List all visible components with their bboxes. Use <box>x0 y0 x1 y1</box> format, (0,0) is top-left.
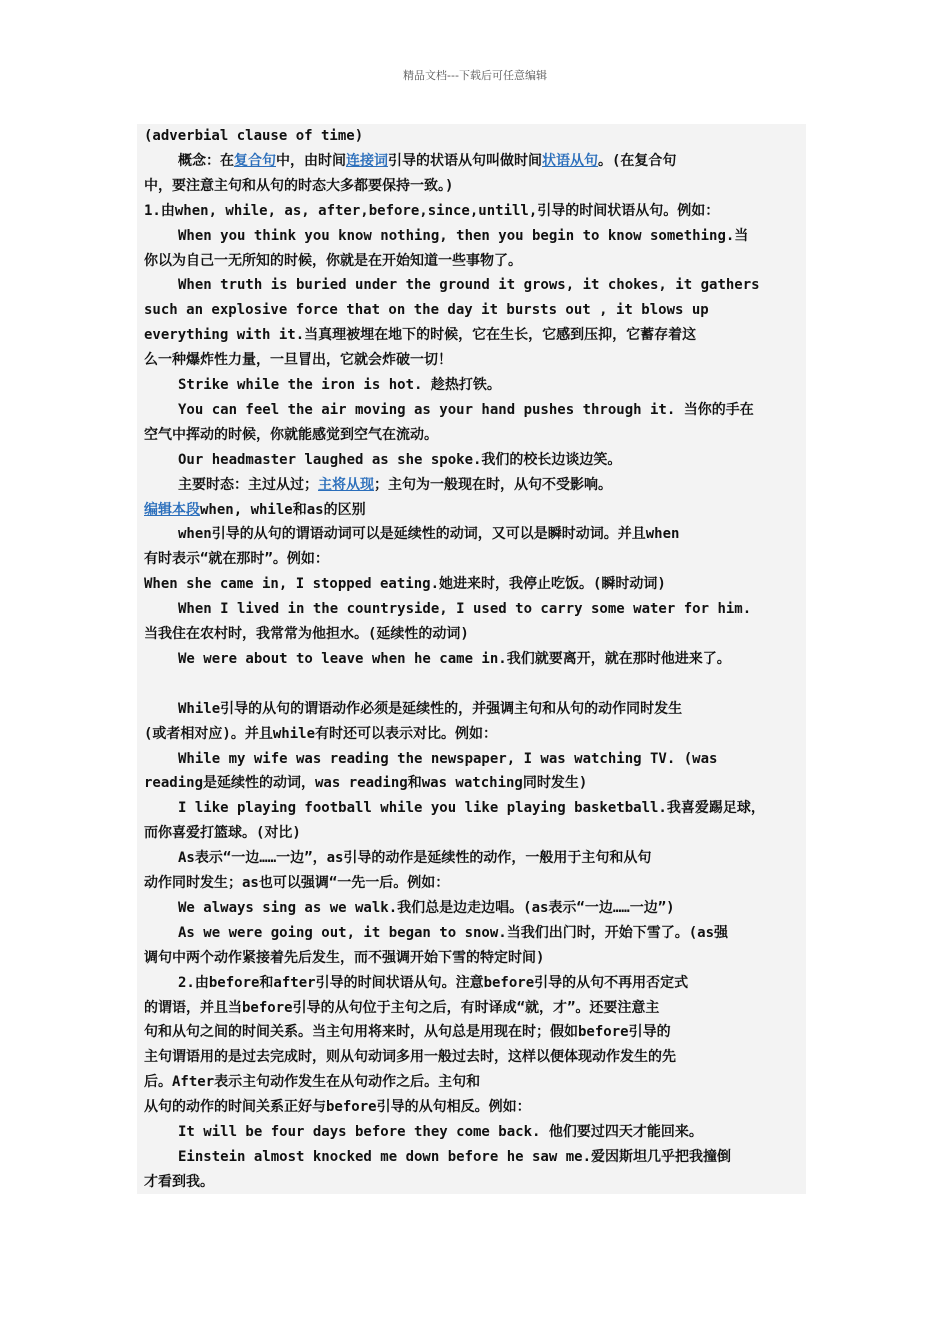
text-line <box>144 199 719 224</box>
text-line <box>144 996 659 1021</box>
text-line <box>178 473 612 498</box>
text-span: You can feel the air moving as your hand pushes through it. 当你的手在 <box>178 401 754 418</box>
text-line <box>144 1020 671 1045</box>
text-line <box>178 1145 731 1170</box>
text-span: 。(在复合句 <box>598 152 677 169</box>
text-span: 当我住在农村时，我常常为他担水。(延续性的动词) <box>144 626 469 642</box>
text-span: I like playing football while you like playing basketball.我喜爱踢足球， <box>178 800 765 817</box>
document-body <box>137 124 806 1194</box>
text-line <box>178 747 717 772</box>
text-line <box>144 1045 676 1070</box>
text-line <box>144 572 666 597</box>
text-span: It will be four days before they come back. 他们要过四天才能回来。 <box>178 1124 703 1140</box>
hyperlink[interactable]: 连接词 <box>346 152 388 169</box>
text-line <box>144 423 438 448</box>
text-line <box>144 323 696 348</box>
hyperlink[interactable]: 主将从现 <box>318 476 374 493</box>
text-span: We always sing as we walk.我们总是边走边唱。(as表示“一边……一边”) <box>178 899 675 916</box>
text-span: 空气中挥动的时候，你就能感觉到空气在流动。 <box>144 426 438 443</box>
text-span: 概念：在 <box>178 152 234 169</box>
text-span: Strike while the iron is hot. 趁热打铁。 <box>178 377 501 393</box>
text-line <box>144 821 301 846</box>
text-span: everything with it.当真理被埋在地下的时候，它在生长，它感到压抑，它蓄存着这 <box>144 327 697 344</box>
text-line <box>144 1095 531 1120</box>
text-span: 才看到我。 <box>144 1173 214 1190</box>
text-span: As we were going out, it began to snow.当我们出门时，开始下雪了。(as强 <box>178 924 729 941</box>
text-line <box>178 149 676 174</box>
text-span: 么一种爆炸性力量，一旦冒出，它就会炸破一切！ <box>144 352 452 369</box>
text-span: While my wife was reading the newspaper, I was watching TV. (was <box>178 750 718 767</box>
text-line <box>144 348 452 373</box>
hyperlink[interactable]: 状语从句 <box>542 152 598 169</box>
text-line <box>178 373 501 398</box>
text-line <box>178 846 651 871</box>
text-span: such an explosive force that on the day it bursts out , it blows up <box>144 302 709 319</box>
text-line <box>144 298 709 323</box>
text-span: 有时表示“就在那时”。例如： <box>144 551 329 568</box>
text-line <box>178 921 728 946</box>
page-header: 精品文档---下载后可任意编辑 <box>403 69 547 82</box>
text-line <box>144 622 469 647</box>
text-span: when引导的从句的谓语动词可以是延续性的动词，又可以是瞬时动词。并且when <box>178 526 680 543</box>
text-span: reading是延续性的动词，was reading和was watching同时发生) <box>144 775 588 792</box>
text-span: We were about to leave when he came in.我们就要离开，就在那时他进来了。 <box>178 650 731 667</box>
text-span: 引导的状语从句叫做时间 <box>388 152 542 169</box>
text-span: 2.由before和after引导的时间状语从句。注意before引导的从句不再用否定式 <box>178 974 689 991</box>
text-span: 从句的动作的时间关系正好与before引导的从句相反。例如： <box>144 1099 531 1116</box>
text-span: 句和从句之间的时间关系。当主句用将来时，从句总是用现在时；假如before引导的 <box>144 1024 671 1041</box>
text-span: 动作同时发生；as也可以强调“一先一后。例如： <box>144 875 450 891</box>
text-line <box>178 448 621 473</box>
text-line <box>178 971 688 996</box>
text-line <box>144 871 449 896</box>
text-span: 而你喜爱打篮球。(对比) <box>144 825 301 842</box>
text-span: (adverbial clause of time) <box>144 128 364 144</box>
text-line <box>178 647 731 672</box>
hyperlink[interactable]: 复合句 <box>234 152 276 169</box>
text-line <box>178 522 679 547</box>
text-span: As表示“一边……一边”，as引导的动作是延续性的动作，一般用于主句和从句 <box>178 850 652 867</box>
text-span: 主要时态：主过从过； <box>178 476 318 493</box>
text-line <box>144 498 366 523</box>
text-line <box>144 249 522 274</box>
text-span: When truth is buried under the ground it grows, it chokes, it gathers <box>178 277 760 294</box>
text-line <box>144 1070 480 1095</box>
text-line <box>144 124 363 149</box>
text-line <box>144 1170 214 1195</box>
text-span: 调句中两个动作紧接着先后发生，而不强调开始下雪的特定时间) <box>144 949 545 966</box>
hyperlink[interactable]: 编辑本段 <box>144 501 200 518</box>
text-span: When I lived in the countryside, I used to carry some water for him. <box>178 601 752 618</box>
text-line <box>178 1120 703 1145</box>
text-line <box>144 771 587 796</box>
text-span: 中，由时间 <box>276 152 346 169</box>
text-line <box>144 174 453 199</box>
text-span: 的谓语，并且当before引导的从句位于主句之后，有时译成“就，才”。还要注意主 <box>144 999 660 1016</box>
text-line <box>178 398 754 423</box>
text-span: 1.由when, while, as, after,before,since,untill,引导的时间状语从句。例如： <box>144 202 720 219</box>
text-line <box>144 946 544 971</box>
text-span: when, while和as的区别 <box>200 501 366 518</box>
text-line <box>178 796 765 821</box>
text-span: When she came in, I stopped eating.她进来时，我停止吃饭。(瞬时动词) <box>144 576 666 593</box>
text-span: 主句谓语用的是过去完成时，则从句动词多用一般过去时，这样以便体现动作发生的先 <box>144 1049 676 1066</box>
text-line <box>178 697 682 722</box>
text-line <box>144 722 497 747</box>
text-span: ；主句为一般现在时，从句不受影响。 <box>374 476 612 493</box>
text-line <box>144 547 329 572</box>
text-line <box>178 597 751 622</box>
text-line <box>178 896 675 921</box>
text-span: 中，要注意主句和从句的时态大多都要保持一致。) <box>144 177 454 194</box>
text-span: While引导的从句的谓语动作必须是延续性的，并强调主句和从句的动作同时发生 <box>178 700 683 717</box>
text-span: Our headmaster laughed as she spoke.我们的校长边谈边笑。 <box>178 451 622 468</box>
text-line <box>178 224 748 249</box>
text-span: When you think you know nothing, then you begin to know something.当 <box>178 227 749 244</box>
text-span: Einstein almost knocked me down before he saw me.爱因斯坦几乎把我撞倒 <box>178 1148 732 1165</box>
text-span: 后。After表示主句动作发生在从句动作之后。主句和 <box>144 1074 481 1091</box>
text-span: (或者相对应)。并且while有时还可以表示对比。例如： <box>144 725 497 742</box>
text-line <box>178 273 760 298</box>
text-span: 你以为自己一无所知的时候，你就是在开始知道一些事物了。 <box>144 252 522 269</box>
